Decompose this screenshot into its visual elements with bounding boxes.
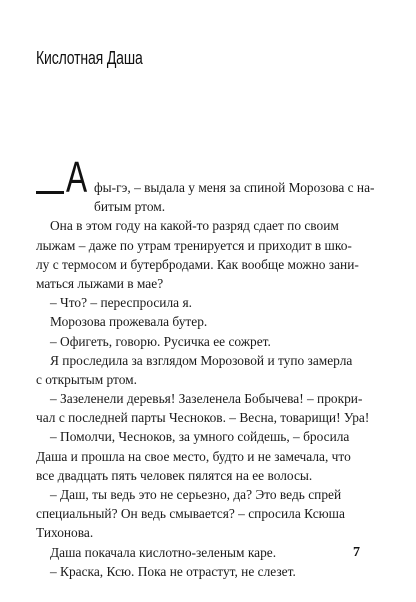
first-line-rest: фы-гэ, – выдала у меня за спиной Морозова с на- [94, 180, 375, 195]
text-line: Она в этом году на какой-то разряд сдает по своим [50, 218, 339, 234]
text-line: с открытым ртом. [36, 371, 137, 387]
dropcap-dash [36, 191, 64, 194]
text-line: все двадцать пять человек пялятся на ее волосы. [36, 467, 313, 483]
text-lines [36, 216, 376, 581]
text-line: Даша покачала кислотно-зеленым каре. [50, 544, 277, 560]
text-line: – Зазеленели деревья! Зазеленела Бобычева! – прокри- [50, 391, 363, 407]
text-line: – Краска, Ксю. Пока не отрастут, не слезет. [50, 563, 296, 579]
text-line: Я проследила за взглядом Морозовой и тупо замерла [50, 352, 353, 368]
page-number: 7 [353, 545, 360, 560]
text-line: Морозова прожевала бутер. [50, 314, 208, 330]
text-line: Тихонова. [36, 525, 94, 541]
text-line: специальный? Он ведь смывается? – спросила Ксюша [36, 506, 345, 522]
text-line: лу с термосом и бутербродами. Как вообще можно зани- [36, 256, 359, 272]
text-line: – Помолчи, Чесноков, за умного сойдешь, – бросила [50, 429, 350, 445]
text-line: маться лыжами в мае? [36, 275, 164, 291]
text-line: – Даш, ты ведь это не серьезно, да? Это ведь спрей [50, 487, 342, 502]
first-paragraph-line [36, 153, 376, 202]
text-line: лыжам – даже по утрам тренируется и приходит в шко- [36, 237, 352, 253]
chapter-title: Кислотная Даша [36, 48, 143, 68]
second-line: битым ртом. [94, 199, 166, 215]
dropcap-letter: А [66, 153, 88, 202]
text-line: Даша и прошла на свое место, будто и не замечала, что [36, 448, 351, 464]
text-line: – Что? – переспросила я. [50, 295, 192, 311]
text-line: – Офигеть, говорю. Русичка ее сожрет. [50, 333, 271, 349]
body-text [36, 153, 376, 581]
text-line: чал с последней парты Чесноков. – Весна, товарищи! Ура! [36, 410, 370, 426]
